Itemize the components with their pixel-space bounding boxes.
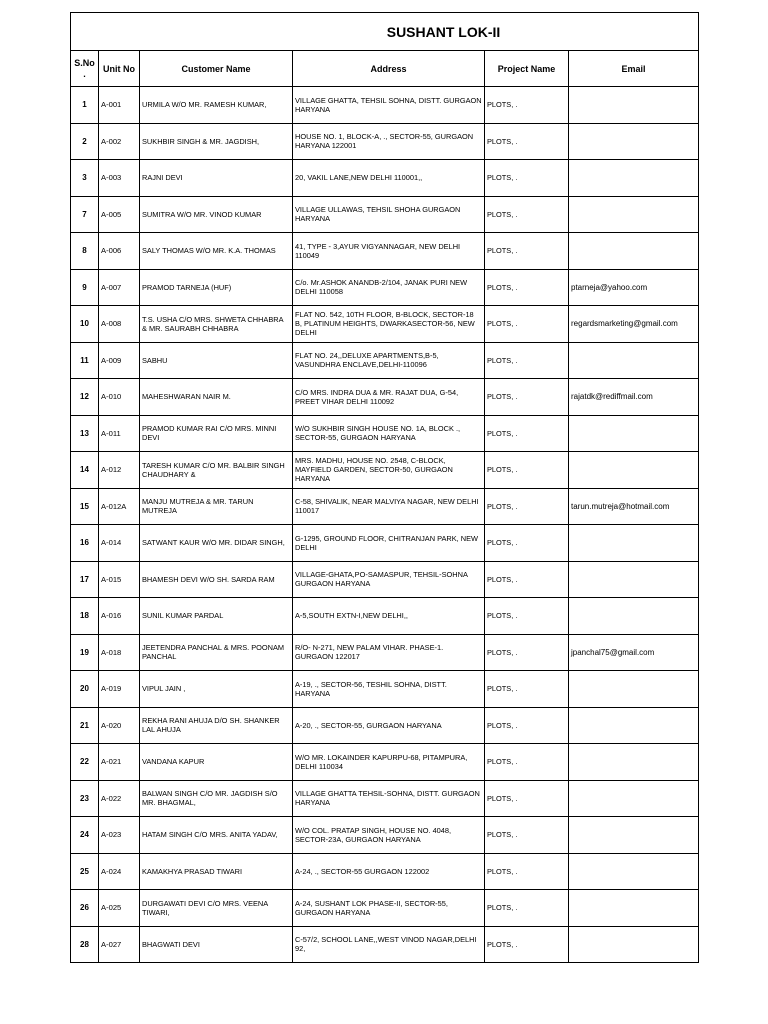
cell-project: PLOTS, . [485, 160, 569, 197]
cell-customer: BHAGWATI DEVI [140, 926, 293, 963]
cell-address: G-1295, GROUND FLOOR, CHITRANJAN PARK, NEW DELHI [293, 525, 485, 562]
cell-address: W/O MR. LOKAINDER KAPURPU-68, PITAMPURA, DELHI 110034 [293, 744, 485, 781]
cell-project: PLOTS, . [485, 780, 569, 817]
cell-email [569, 160, 699, 197]
cell-project: PLOTS, . [485, 306, 569, 343]
cell-sno: 23 [71, 780, 99, 817]
cell-email: rajatdk@rediffmail.com [569, 379, 699, 416]
cell-address: 41, TYPE - 3,AYUR VIGYANNAGAR, NEW DELHI 110049 [293, 233, 485, 270]
cell-sno: 14 [71, 452, 99, 489]
cell-customer: SUKHBIR SINGH & MR. JAGDISH, [140, 123, 293, 160]
cell-email [569, 342, 699, 379]
customer-sheet [70, 12, 698, 963]
cell-project: PLOTS, . [485, 744, 569, 781]
cell-sno: 17 [71, 561, 99, 598]
cell-unit: A-010 [99, 379, 140, 416]
cell-address: MRS. MADHU, HOUSE NO. 2548, C-BLOCK, MAYFIELD GARDEN, SECTOR-50, GURGAON HARYANA [293, 452, 485, 489]
cell-address: VILLAGE-GHATA,PO-SAMASPUR, TEHSIL-SOHNA GURGAON HARYANA [293, 561, 485, 598]
table-row [71, 306, 699, 343]
cell-customer: JEETENDRA PANCHAL & MRS. POONAM PANCHAL [140, 634, 293, 671]
cell-address: FLAT NO. 24,,DELUXE APARTMENTS,B-5, VASUNDHRA ENCLAVE,DELHI-110096 [293, 342, 485, 379]
cell-address: A-20, ., SECTOR-55, GURGAON HARYANA [293, 707, 485, 744]
cell-sno: 21 [71, 707, 99, 744]
cell-customer: MANJU MUTREJA & MR. TARUN MUTREJA [140, 488, 293, 525]
table-row [71, 123, 699, 160]
cell-unit: A-015 [99, 561, 140, 598]
cell-customer: URMILA W/O MR. RAMESH KUMAR, [140, 87, 293, 124]
cell-address: VILLAGE GHATTA, TEHSIL SOHNA, DISTT. GURGAON HARYANA [293, 87, 485, 124]
cell-project: PLOTS, . [485, 707, 569, 744]
cell-sno: 19 [71, 634, 99, 671]
cell-customer: TARESH KUMAR C/O MR. BALBIR SINGH CHAUDHARY & [140, 452, 293, 489]
table-body [71, 87, 699, 963]
cell-address: HOUSE NO. 1, BLOCK-A, ., SECTOR-55, GURGAON HARYANA 122001 [293, 123, 485, 160]
cell-sno: 13 [71, 415, 99, 452]
cell-email [569, 707, 699, 744]
cell-sno: 12 [71, 379, 99, 416]
cell-address: 20, VAKIL LANE,NEW DELHI 110001,, [293, 160, 485, 197]
table-row [71, 196, 699, 233]
cell-customer: SUNIL KUMAR PARDAL [140, 598, 293, 635]
table-row [71, 160, 699, 197]
cell-sno: 16 [71, 525, 99, 562]
cell-unit: A-018 [99, 634, 140, 671]
cell-address: A-24, ., SECTOR-55 GURGAON 122002 [293, 853, 485, 890]
cell-unit: A-019 [99, 671, 140, 708]
cell-project: PLOTS, . [485, 196, 569, 233]
table-row [71, 598, 699, 635]
cell-customer: VANDANA KAPUR [140, 744, 293, 781]
cell-sno: 9 [71, 269, 99, 306]
cell-project: PLOTS, . [485, 87, 569, 124]
cell-customer: BALWAN SINGH C/O MR. JAGDISH S/O MR. BHAGMAL, [140, 780, 293, 817]
table-row [71, 890, 699, 927]
table-row [71, 853, 699, 890]
cell-unit: A-006 [99, 233, 140, 270]
cell-email [569, 598, 699, 635]
cell-customer: KAMAKHYA PRASAD TIWARI [140, 853, 293, 890]
cell-customer: MAHESHWARAN NAIR M. [140, 379, 293, 416]
table-row [71, 744, 699, 781]
cell-unit: A-016 [99, 598, 140, 635]
cell-project: PLOTS, . [485, 853, 569, 890]
cell-address: A-19, ., SECTOR-56, TESHIL SOHNA, DISTT. HARYANA [293, 671, 485, 708]
cell-email [569, 890, 699, 927]
cell-customer: DURGAWATI DEVI C/O MRS. VEENA TIWARI, [140, 890, 293, 927]
cell-email [569, 561, 699, 598]
cell-unit: A-003 [99, 160, 140, 197]
header-row [71, 51, 699, 87]
cell-project: PLOTS, . [485, 525, 569, 562]
cell-sno: 2 [71, 123, 99, 160]
cell-project: PLOTS, . [485, 379, 569, 416]
cell-sno: 20 [71, 671, 99, 708]
cell-email [569, 853, 699, 890]
cell-email [569, 525, 699, 562]
table-row [71, 233, 699, 270]
cell-email: tarun.mutreja@hotmail.com [569, 488, 699, 525]
table-row [71, 926, 699, 963]
cell-customer: PRAMOD TARNEJA (HUF) [140, 269, 293, 306]
cell-sno: 10 [71, 306, 99, 343]
column-header-unit: Unit No [99, 51, 140, 87]
cell-sno: 26 [71, 890, 99, 927]
table-row [71, 707, 699, 744]
table-row [71, 634, 699, 671]
cell-customer: SATWANT KAUR W/O MR. DIDAR SINGH, [140, 525, 293, 562]
table-row [71, 87, 699, 124]
cell-address: VILLAGE ULLAWAS, TEHSIL SHOHA GURGAON HARYANA [293, 196, 485, 233]
cell-project: PLOTS, . [485, 452, 569, 489]
cell-sno: 18 [71, 598, 99, 635]
cell-address: C/o. Mr.ASHOK ANANDB-2/104, JANAK PURI NEW DELHI 110058 [293, 269, 485, 306]
table-row [71, 415, 699, 452]
cell-unit: A-009 [99, 342, 140, 379]
column-header-sno-label: S.No . [74, 57, 95, 79]
cell-unit: A-012 [99, 452, 140, 489]
cell-email [569, 744, 699, 781]
cell-unit: A-027 [99, 926, 140, 963]
cell-email [569, 671, 699, 708]
table-row [71, 561, 699, 598]
cell-project: PLOTS, . [485, 561, 569, 598]
cell-sno: 15 [71, 488, 99, 525]
cell-project: PLOTS, . [485, 817, 569, 854]
cell-project: PLOTS, . [485, 926, 569, 963]
cell-address: R/O- N-271, NEW PALAM VIHAR. PHASE-1. GURGAON 122017 [293, 634, 485, 671]
column-header-sno [71, 51, 99, 87]
cell-customer: SALY THOMAS W/O MR. K.A. THOMAS [140, 233, 293, 270]
cell-email [569, 780, 699, 817]
table-row [71, 269, 699, 306]
cell-unit: A-011 [99, 415, 140, 452]
table-row [71, 817, 699, 854]
cell-project: PLOTS, . [485, 123, 569, 160]
cell-address: C-57/2, SCHOOL LANE,,WEST VINOD NAGAR,DELHI 92, [293, 926, 485, 963]
column-header-address: Address [293, 51, 485, 87]
table-row [71, 525, 699, 562]
cell-address: C-58, SHIVALIK, NEAR MALVIYA NAGAR, NEW DELHI 110017 [293, 488, 485, 525]
cell-project: PLOTS, . [485, 671, 569, 708]
cell-sno: 24 [71, 817, 99, 854]
cell-unit: A-025 [99, 890, 140, 927]
cell-address: A-5,SOUTH EXTN-I,NEW DELHI,, [293, 598, 485, 635]
cell-unit: A-023 [99, 817, 140, 854]
cell-unit: A-002 [99, 123, 140, 160]
table-row [71, 342, 699, 379]
cell-sno: 7 [71, 196, 99, 233]
cell-unit: A-022 [99, 780, 140, 817]
cell-sno: 11 [71, 342, 99, 379]
cell-unit: A-014 [99, 525, 140, 562]
sheet-title: SUSHANT LOK-II [71, 13, 699, 51]
cell-address: FLAT NO. 542, 10TH FLOOR, B-BLOCK, SECTOR-18 B, PLATINUM HEIGHTS, DWARKASECTOR-56, NEW DELHI [293, 306, 485, 343]
column-header-project: Project Name [485, 51, 569, 87]
cell-sno: 8 [71, 233, 99, 270]
customer-table [70, 12, 699, 963]
cell-sno: 1 [71, 87, 99, 124]
cell-email [569, 233, 699, 270]
cell-email: regardsmarketing@gmail.com [569, 306, 699, 343]
cell-address: C/O MRS. INDRA DUA & MR. RAJAT DUA, G-54, PREET VIHAR DELHI 110092 [293, 379, 485, 416]
cell-address: W/O SUKHBIR SINGH HOUSE NO. 1A, BLOCK ., SECTOR-55, GURGAON HARYANA [293, 415, 485, 452]
table-row [71, 488, 699, 525]
cell-email [569, 123, 699, 160]
table-row [71, 780, 699, 817]
cell-project: PLOTS, . [485, 890, 569, 927]
cell-customer: VIPUL JAIN , [140, 671, 293, 708]
cell-sno: 3 [71, 160, 99, 197]
cell-email [569, 817, 699, 854]
cell-sno: 25 [71, 853, 99, 890]
cell-unit: A-008 [99, 306, 140, 343]
cell-address: W/O COL. PRATAP SINGH, HOUSE NO. 4048, SECTOR-23A, GURGAON HARYANA [293, 817, 485, 854]
cell-customer: RAJNI DEVI [140, 160, 293, 197]
table-row [71, 452, 699, 489]
cell-project: PLOTS, . [485, 598, 569, 635]
cell-project: PLOTS, . [485, 269, 569, 306]
cell-address: A-24, SUSHANT LOK PHASE-II, SECTOR-55, GURGAON HARYANA [293, 890, 485, 927]
cell-project: PLOTS, . [485, 342, 569, 379]
cell-unit: A-024 [99, 853, 140, 890]
cell-customer: T.S. USHA C/O MRS. SHWETA CHHABRA & MR. SAURABH CHHABRA [140, 306, 293, 343]
cell-address: VILLAGE GHATTA TEHSIL-SOHNA, DISTT. GURGAON HARYANA [293, 780, 485, 817]
cell-email: ptarneja@yahoo.com [569, 269, 699, 306]
cell-customer: HATAM SINGH C/O MRS. ANITA YADAV, [140, 817, 293, 854]
cell-customer: SABHU [140, 342, 293, 379]
cell-project: PLOTS, . [485, 415, 569, 452]
cell-sno: 22 [71, 744, 99, 781]
cell-email [569, 415, 699, 452]
cell-sno: 28 [71, 926, 99, 963]
cell-customer: BHAMESH DEVI W/O SH. SARDA RAM [140, 561, 293, 598]
cell-unit: A-021 [99, 744, 140, 781]
cell-project: PLOTS, . [485, 488, 569, 525]
cell-unit: A-005 [99, 196, 140, 233]
cell-project: PLOTS, . [485, 634, 569, 671]
cell-email [569, 926, 699, 963]
column-header-customer: Customer Name [140, 51, 293, 87]
cell-customer: REKHA RANI AHUJA D/O SH. SHANKER LAL AHUJA [140, 707, 293, 744]
table-row [71, 671, 699, 708]
cell-unit: A-001 [99, 87, 140, 124]
cell-email [569, 196, 699, 233]
cell-unit: A-020 [99, 707, 140, 744]
cell-unit: A-007 [99, 269, 140, 306]
cell-customer: SUMITRA W/O MR. VINOD KUMAR [140, 196, 293, 233]
cell-unit: A-012A [99, 488, 140, 525]
cell-customer: PRAMOD KUMAR RAI C/O MRS. MINNI DEVI [140, 415, 293, 452]
cell-email: jpanchal75@gmail.com [569, 634, 699, 671]
cell-project: PLOTS, . [485, 233, 569, 270]
cell-email [569, 87, 699, 124]
table-row [71, 379, 699, 416]
column-header-email: Email [569, 51, 699, 87]
cell-email [569, 452, 699, 489]
